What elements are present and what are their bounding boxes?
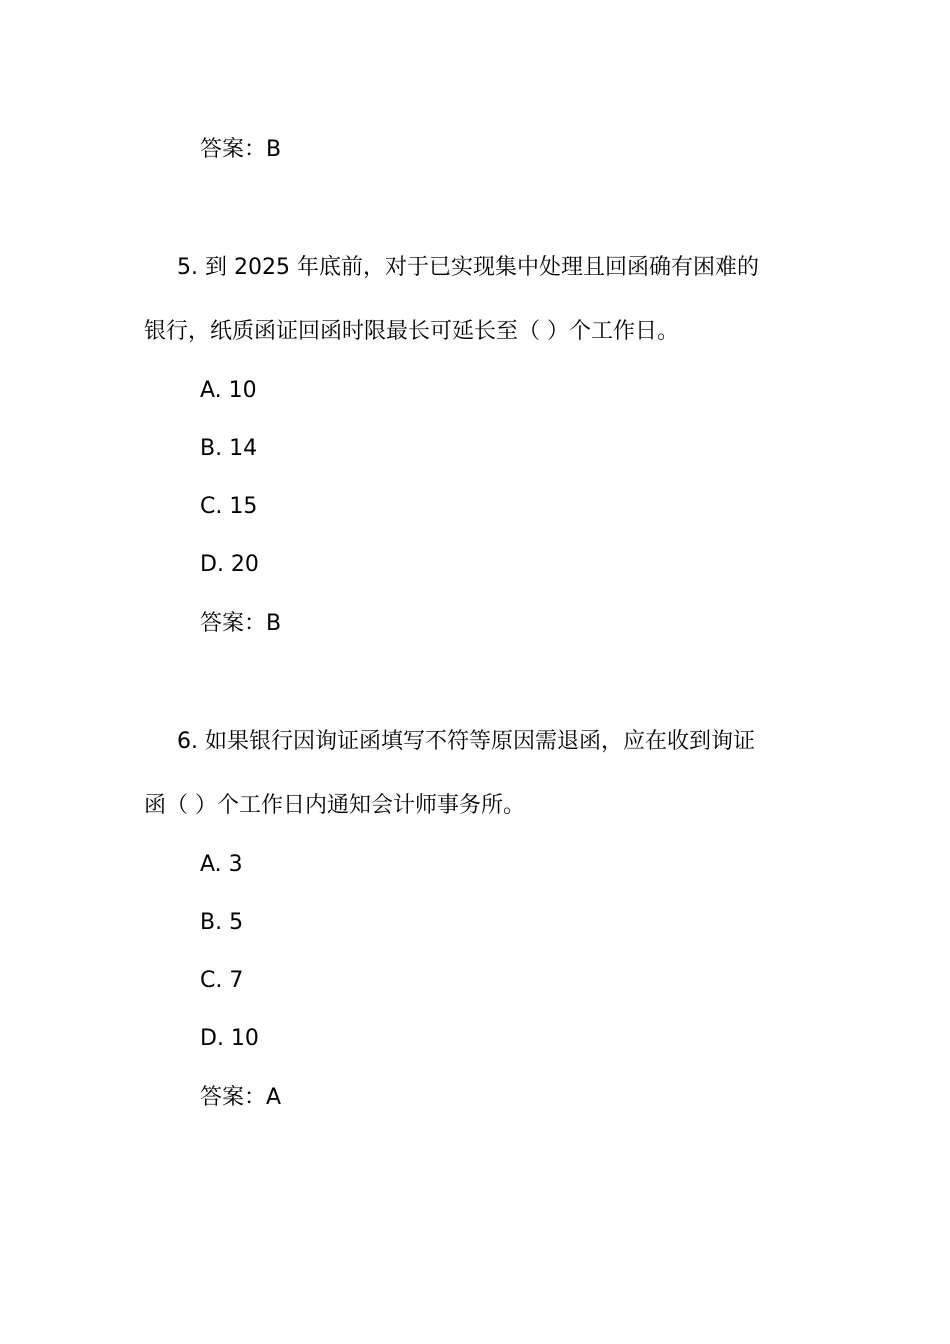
question-stem-line1: 5. 到 2025 年底前，对于已实现集中处理且回函确有困难的	[177, 255, 759, 280]
option-c: C. 15	[200, 494, 258, 519]
answer: 答案：B	[200, 611, 282, 636]
option-d: D. 10	[200, 1026, 259, 1051]
option-a: A. 3	[200, 852, 243, 877]
option-d: D. 20	[200, 552, 259, 577]
option-b: B. 5	[200, 910, 244, 935]
question-stem-line2: 银行，纸质函证回函时限最长可延长至（ ）个工作日。	[144, 319, 679, 344]
answer: 答案：A	[200, 1085, 282, 1110]
answer-prev-question: 答案：B	[200, 137, 282, 162]
option-c: C. 7	[200, 968, 244, 993]
option-a: A. 10	[200, 378, 257, 403]
option-b: B. 14	[200, 436, 258, 461]
question-stem-line2: 函（ ）个工作日内通知会计师事务所。	[144, 793, 525, 818]
question-stem-line1: 6. 如果银行因询证函填写不符等原因需退函，应在收到询证	[177, 729, 755, 754]
